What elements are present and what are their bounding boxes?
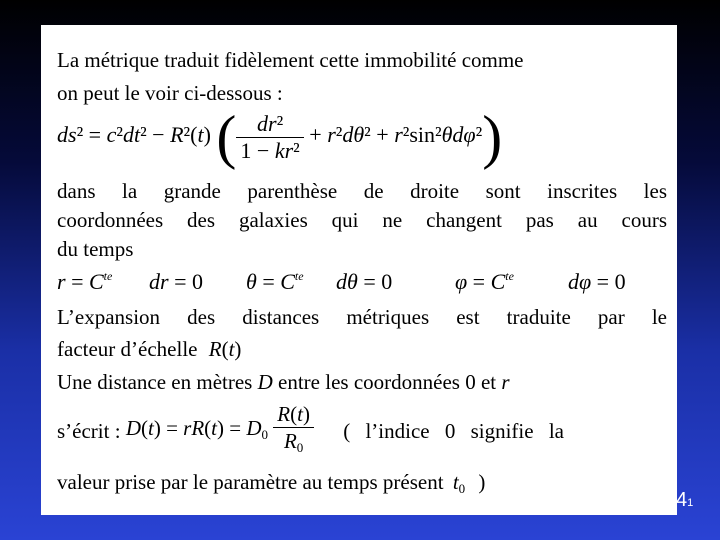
coordinates-label: entre les coordonnées 0 et (278, 370, 497, 394)
distance-equation-line: s’écrit : $D(t) = rR(t) = D_0$ $\frac{R(t)}{R_0}$ ( l’indice 0 signifie la (57, 401, 667, 461)
text-line-2: on peut le voir ci-dessous : (57, 81, 283, 105)
page-number-main: 4 (676, 489, 688, 511)
eq-phi-constant: $\varphi = C^{te}$ (455, 269, 514, 294)
text-line-3: dans la grande parenthèse de droite sont inscrites les (57, 179, 667, 203)
present-time-label: valeur prise par le paramètre au temps présent (57, 470, 444, 494)
text-line-10: valeur prise par le paramètre au temps présent $t_0$ ) (57, 470, 486, 496)
metric-equation: ds² = c²dt² − R²(t) ( $\frac{\text{dr²}}{\text{1 − kr²}}$ + r²dθ² + r²sin²θdφ²) (57, 104, 503, 170)
text-line-4: coordonnées des galaxies qui ne changent pas au cours (57, 208, 667, 232)
slide-content (41, 25, 677, 515)
text-line-7: facteur d’échelle R(t) (57, 337, 242, 361)
eq-r-constant: $r = C^{te}$ (57, 269, 113, 294)
writes-label: s’écrit : (57, 419, 121, 443)
text-line-6: L’expansion des distances métriques est traduite par le (57, 305, 667, 329)
eq-dtheta-zero: dθ = 0 (336, 269, 393, 294)
eq-dr-zero: dr = 0 (149, 269, 203, 294)
text-line-8: Une distance en mètres D entre les coordonnées 0 et r (57, 370, 510, 394)
page-number (676, 490, 693, 513)
eq-theta-constant: $\theta = C^{te}$ (246, 269, 304, 294)
page-number-sub: 1 (687, 497, 694, 509)
distance-label: Une distance en mètres (57, 370, 253, 394)
text-line-5: du temps (57, 237, 134, 261)
scale-factor-label: facteur d’échelle (57, 337, 198, 361)
eq-dphi-zero: dφ = 0 (568, 269, 626, 294)
text-line-1: La métrique traduit fidèlement cette immobilité comme (57, 48, 524, 72)
index-note: ( l’indice 0 signifie la (343, 419, 564, 443)
